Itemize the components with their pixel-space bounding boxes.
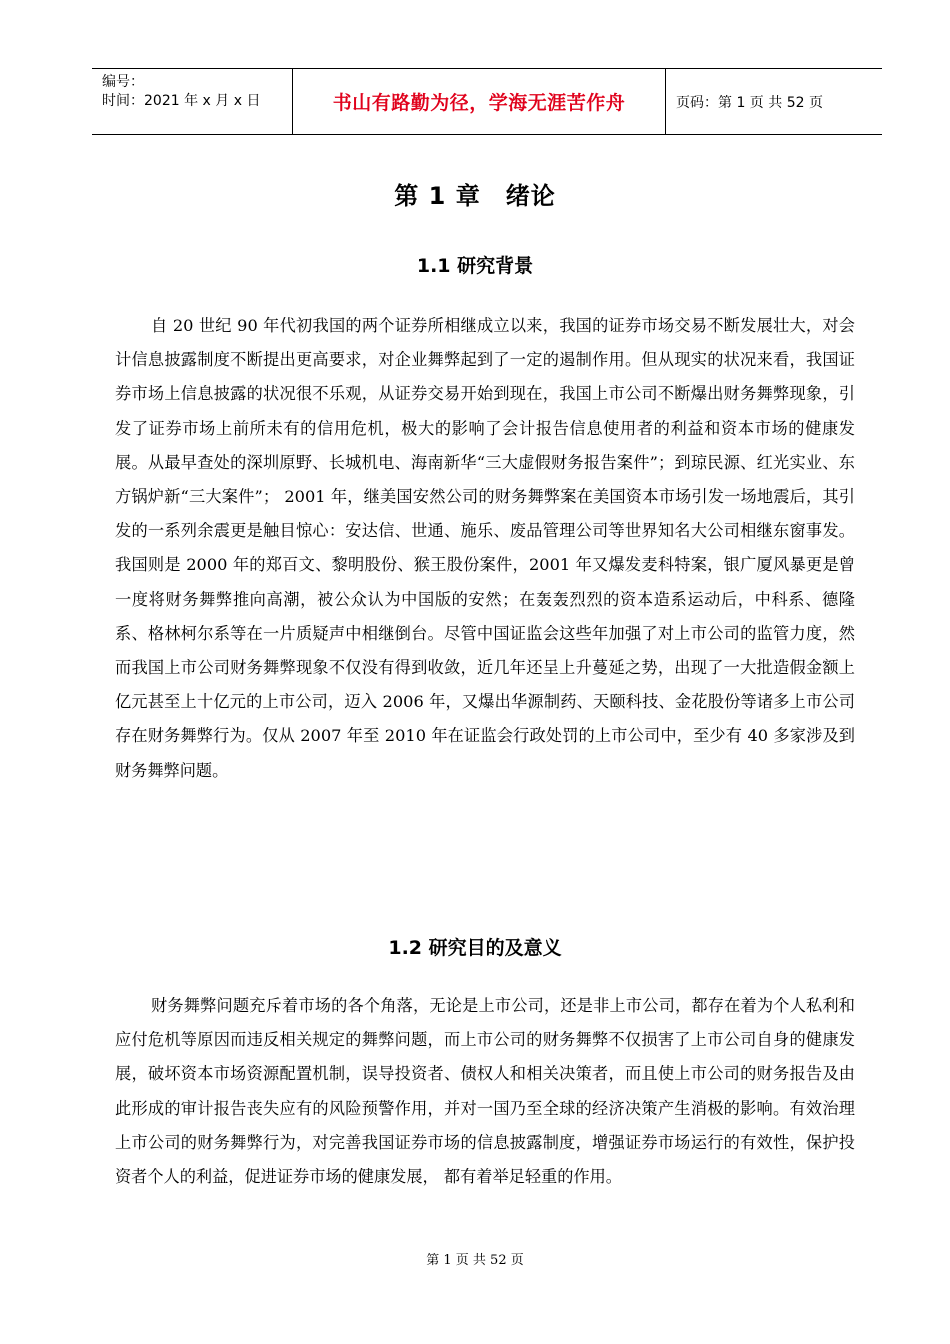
header-meta bbox=[92, 69, 293, 134]
section-heading-purpose: 1.2 研究目的及意义 bbox=[388, 937, 562, 959]
section-paragraph-purpose: 财务舞弊问题充斥着市场的各个角落，无论是上市公司，还是非上市公司，都存在着为个人私利和应付危机等原因而违反相关规定的舞弊问题，而上市公司的财务舞弊不仅损害了上市公司自身的健康发展，破坏资本市场资源配置机制，误导投资者、债权人和相关决策者，而且使上市公司的财务报告及由此形成的审计报告丧失应有的风险预警作用，并对一国乃至全球的经济决策产生消极的影响。有效治理上市公司的财务舞弊行为，对完善我国证券市场的信息披露制度，增强证券市场运行的有效性，保护投资者个人的利益，促进证券市场的健康发展， 都有着举足轻重的作用。 bbox=[115, 996, 855, 1187]
header-page-info: 页码：第 1 页 共 52 页 bbox=[676, 94, 823, 111]
section-heading-background: 1.1 研究背景 bbox=[416, 255, 534, 277]
chapter-title: 第 1 章 绪论 bbox=[394, 182, 556, 210]
section-paragraph-background: 自 20 世纪 90 年代初我国的两个证券所相继成立以来，我国的证券市场交易不断发展壮大，对会计信息披露制度不断提出更高要求，对企业舞弊起到了一定的遏制作用。但从现实的状况来看，我国证券市场上信息披露的状况很不乐观，从证券交易开始到现在，我国上市公司不断爆出财务舞弊现象，引发了证券市场上前所未有的信用危机，极大的影响了会计报告信息使用者的利益和资本市场的健康发展。从最早查处的深圳原野、长城机电、海南新华“三大虚假财务报告案件”；到琼民源、红光实业、东方锅炉新“三大案件”； 2001 年，继美国安然公司的财务舞弊案在美国资本市场引发一场地震后，其引发的一系列余震更是触目惊心：安达信、世通、施乐、废品管理公司等世界知名大公司相继东窗事发。我国则是 2000 年的郑百文、黎明股份、猴王股份案件，2001 年又爆发麦科特案，银广厦风暴更是曾一度将财务舞弊推向高潮，被公众认为中国版的安然；在轰轰烈烈的资本造系运动后，中科系、德隆系、格林柯尔系等在一片质疑声中相继倒台。尽管中国证监会这些年加强了对上市公司的监管力度，然而我国上市公司财务舞弊现象不仅没有得到收敛，近几年还呈上升蔓延之势，出现了一大批造假金额上亿元甚至上十亿元的上市公司，迈入 2006 年，又爆出华源制药、天颐科技、金花股份等诸多上市公司存在财务舞弊行为。仅从 2007 年至 2010 年在证监会行政处罚的上市公司中，至少有 40 多家涉及到财务舞弊问题。 bbox=[115, 316, 855, 780]
page-header bbox=[92, 68, 882, 135]
date-label: 时间：2021 年 x 月 x 日 bbox=[102, 93, 261, 109]
page-footer: 第 1 页 共 52 页 bbox=[426, 1253, 524, 1268]
header-slogan: 书山有路勤为径，学海无涯苦作舟 bbox=[293, 69, 666, 134]
serial-number-label: 编号： bbox=[102, 74, 144, 90]
